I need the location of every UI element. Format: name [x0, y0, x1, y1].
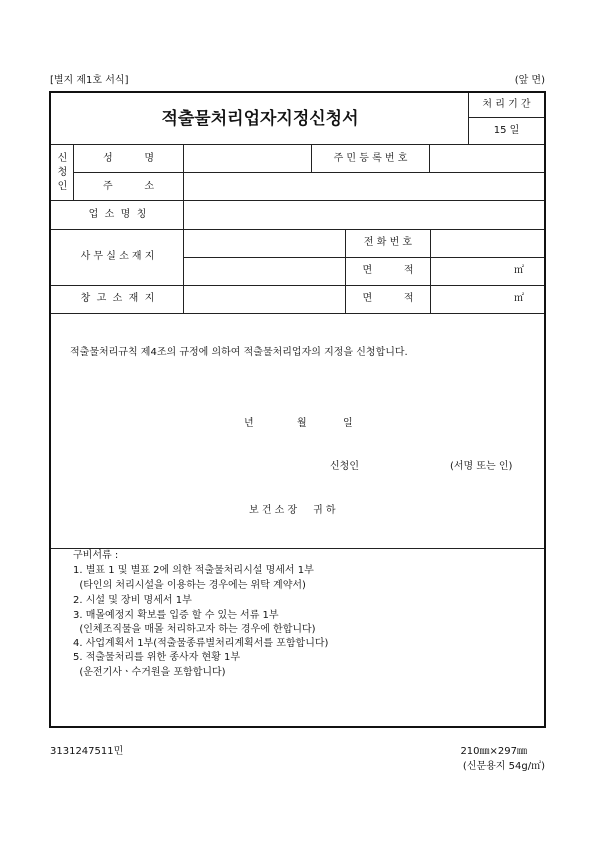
office-area-label: 면 적 — [362, 265, 414, 276]
office-location-label: 사 무 실 소 재 지 — [80, 251, 155, 262]
attachment-item: 5. 적출물처리를 위한 종사자 현황 1부 — [73, 652, 241, 663]
phone-label: 전 화 번 호 — [363, 237, 413, 248]
row-line — [73, 172, 544, 173]
attachment-item: (타인의 처리시설을 이용하는 경우에는 위탁 계약서) — [73, 580, 306, 591]
resident-id-label: 주 민 등 록 번 호 — [333, 153, 408, 164]
row-line — [51, 144, 544, 145]
attachment-item: 3. 매몰예정지 확보를 입증 할 수 있는 서류 1부 — [73, 610, 279, 621]
page-side-label: (앞 면) — [514, 75, 545, 86]
form-number-label: [별지 제1호 서식] — [50, 75, 129, 86]
attachment-item: 4. 사업계획서 1부(적출물종류별처리계획서를 포함합니다) — [73, 638, 329, 649]
processing-period-label: 처 리 기 간 — [482, 99, 531, 110]
row-line — [51, 313, 544, 314]
address-field[interactable] — [184, 174, 543, 199]
warehouse-area-label: 면 적 — [362, 293, 414, 304]
attachment-item: 1. 별표 1 및 별표 2에 의한 적출물처리시설 명세서 1부 — [73, 565, 314, 576]
date-day-label: 일 — [343, 418, 353, 429]
signature-note: (서명 또는 인) — [450, 461, 513, 472]
attachment-item: (운전기사ㆍ수거원을 포함합니다) — [73, 667, 226, 678]
application-statement: 적출물처리규칙 제4조의 규정에 의하여 적출물처리업자의 지정을 신청합니다. — [70, 347, 408, 358]
date-year-label: 년 — [244, 418, 254, 429]
attachment-item: 2. 시설 및 장비 명세서 1부 — [73, 595, 192, 606]
phone-field[interactable] — [431, 230, 543, 256]
attachments-heading: 구비서류 : — [73, 550, 119, 561]
office-location-field[interactable] — [184, 230, 344, 256]
row-line — [51, 548, 544, 549]
form-code: 3131247511민 — [50, 746, 124, 757]
row-line — [51, 200, 544, 201]
address-label: 주 소 — [102, 181, 155, 192]
date-month-label: 월 — [297, 418, 307, 429]
paper-size: 210㎜×297㎜ — [460, 746, 527, 757]
warehouse-location-field[interactable] — [184, 286, 344, 312]
addressee: 보 건 소 장 귀 하 — [249, 505, 336, 516]
business-name-label: 업 소 명 칭 — [88, 209, 147, 220]
attachment-item: (인체조직물을 매몰 처리하고자 하는 경우에 한합니다) — [73, 624, 316, 635]
applicant-signature-label: 신청인 — [330, 461, 359, 472]
applicant-group-label-2: 청 — [57, 167, 68, 178]
warehouse-location-label: 창 고 소 재 지 — [80, 293, 155, 304]
applicant-group-label-3: 인 — [57, 181, 68, 192]
office-location-field-2[interactable] — [184, 258, 344, 284]
name-field[interactable] — [184, 146, 310, 171]
business-name-field[interactable] — [184, 202, 543, 228]
paper-type: (신문용지 54g/㎡) — [462, 761, 545, 772]
warehouse-area-unit: ㎡ — [514, 293, 524, 304]
processing-period-value: 15 일 — [493, 125, 520, 136]
office-area-unit: ㎡ — [514, 265, 524, 276]
form-title: 적출물처리업자지정신청서 — [161, 109, 359, 129]
applicant-group-label-1: 신 — [57, 153, 68, 164]
resident-id-field[interactable] — [430, 146, 543, 171]
processing-divider — [468, 117, 544, 118]
name-label: 성 명 — [102, 153, 155, 164]
